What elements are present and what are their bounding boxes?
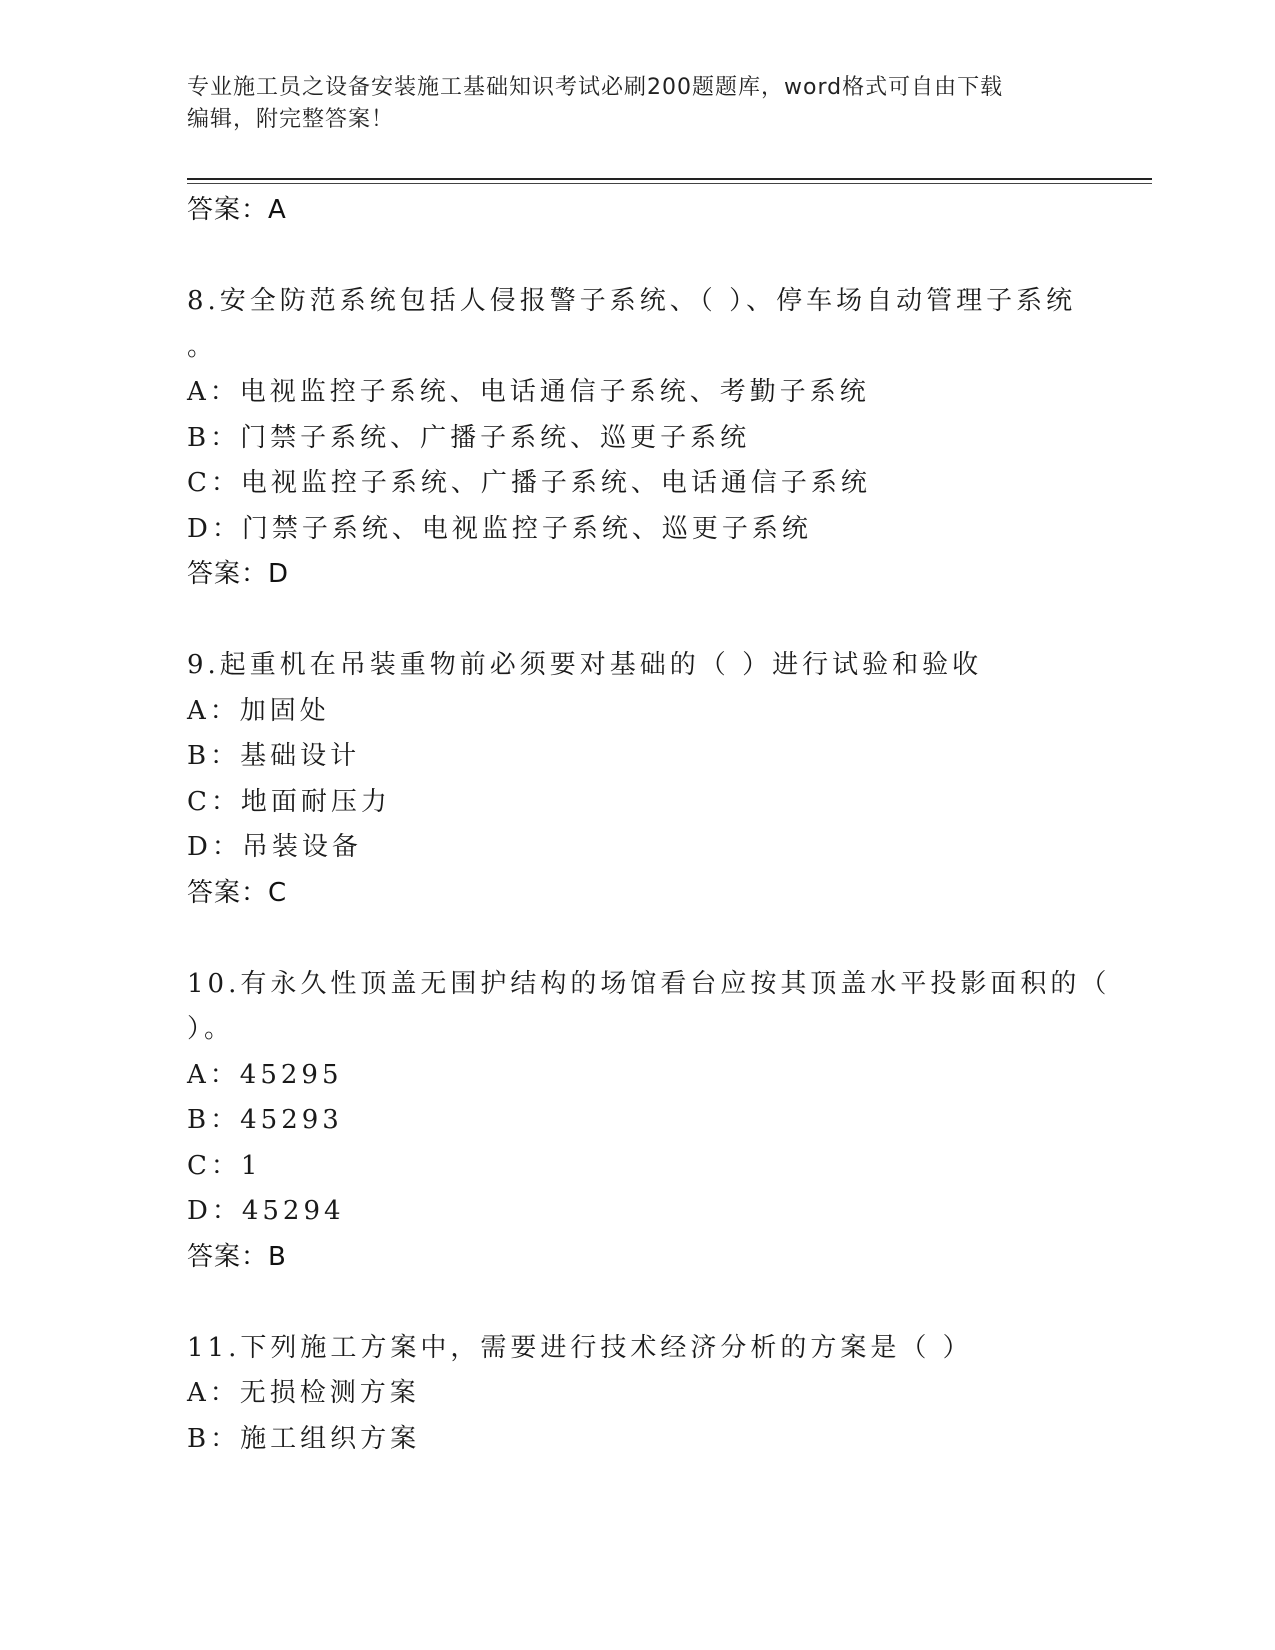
option-b: B：施工组织方案 (187, 1423, 421, 1454)
header-line-2: 编辑，附完整答案！ (187, 107, 395, 132)
option-a: A：无损检测方案 (187, 1378, 420, 1408)
header-line-1: 专业施工员之设备安装施工基础知识考试必刷200题题库，word格式可自由下载 (187, 75, 1004, 100)
question-8 (187, 279, 1087, 598)
option-c: C：1 (187, 1150, 262, 1181)
option-a: A：电视监控子系统、电话通信子系统、考勤子系统 (187, 377, 870, 407)
option-c: C：地面耐压力 (187, 786, 391, 817)
option-c: C：电视监控子系统、广播子系统、电话通信子系统 (187, 468, 871, 498)
answer: 答案：C (187, 877, 288, 908)
document-header (187, 72, 1087, 136)
header-divider-thin (187, 183, 1152, 184)
spacer (187, 1280, 1087, 1326)
question-text-continued: 。 (187, 331, 218, 362)
question-text: 11.下列施工方案中，需要进行技术经济分析的方案是（ ） (187, 1332, 973, 1363)
option-b: B：基础设计 (187, 741, 361, 771)
spacer (187, 598, 1087, 644)
question-11 (187, 1326, 1087, 1463)
option-d: D：门禁子系统、电视监控子系统、巡更子系统 (187, 513, 812, 544)
header-divider-thick (187, 178, 1152, 180)
question-list (187, 188, 1111, 1462)
question-9 (187, 643, 1087, 916)
question-text: 10.有永久性顶盖无围护结构的场馆看台应按其顶盖水平投影面积的（ (187, 968, 1111, 999)
spacer (187, 234, 1087, 280)
answer: 答案：D (187, 559, 290, 589)
option-a: A：45295 (187, 1059, 343, 1090)
previous-answer: 答案：A (187, 195, 287, 225)
option-d: D：吊装设备 (187, 832, 362, 862)
option-b: B：门禁子系统、广播子系统、巡更子系统 (187, 422, 751, 453)
option-b: B：45293 (187, 1105, 343, 1135)
question-10 (187, 962, 1111, 1281)
answer: 答案：B (187, 1241, 287, 1272)
option-a: A：加固处 (187, 695, 330, 726)
option-d: D：45294 (187, 1196, 345, 1226)
question-text: 8.安全防范系统包括人侵报警子系统、（ ）、停车场自动管理子系统 (187, 286, 1077, 316)
question-text: 9.起重机在吊装重物前必须要对基础的（ ）进行试验和验收 (187, 650, 983, 680)
question-text-continued: ）。 (187, 1014, 235, 1044)
spacer (187, 916, 1087, 962)
